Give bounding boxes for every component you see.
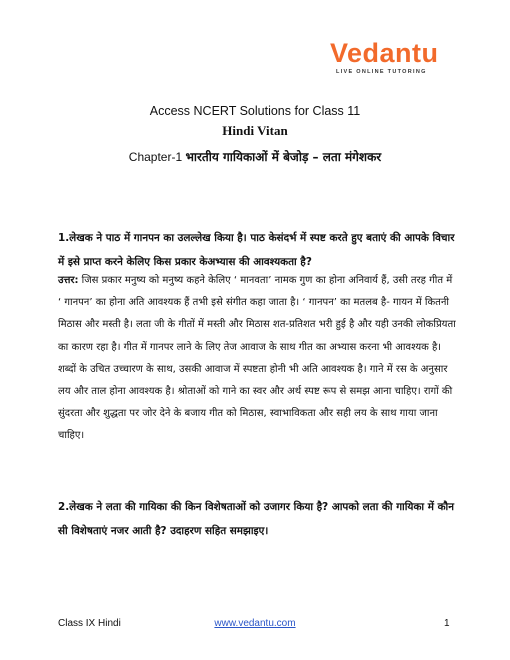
question-1: 1.लेखक ने पाठ में गानपन का उलल्लेख किया है। पाठ केसंदर्भ में स्पष्ट करते हुए बताएं की आपके विचार में इसे प्राप्त करने केलिए किस प्रकार केअभ्यास की आवश्यकता है? — [58, 232, 455, 268]
chapter-title — [0, 148, 510, 165]
page-number: 1 — [444, 618, 450, 629]
answer-1 — [58, 270, 456, 448]
logo-wordmark: Vedantu — [330, 38, 439, 68]
footer-website-link[interactable]: www.vedantu.com — [214, 618, 296, 629]
footer-class-label: Class IX Hindi — [58, 618, 121, 629]
logo-tagline: LIVE ONLINE TUTORING — [336, 69, 427, 75]
subject-title: Hindi Vitan — [222, 123, 288, 138]
chapter-prefix: Chapter-1 — [128, 150, 186, 164]
page-title: Access NCERT Solutions for Class 11 — [149, 104, 361, 118]
question-2: 2.लेखक ने लता की गायिका की किन विशेषताओं को उजागर किया है? आपको लता की गायिका में कौन सी विशेषताएं नजर आती है? उदाहरण सहित समझाइए। — [58, 501, 455, 537]
answer-text: जिस प्रकार मनुष्य को मनुष्य कहने केलिए ‘ मानवता’ नामक गुण का होना अनिवार्य हैं, उसी तरह गीत में ‘ गानपन’ का होना अति आवश्यक हैं तभी इसे संगीत कहा जाता है। ‘ गानपन’ का मतलब है- गायन में कितनी मिठास और मस्ती है। लता जी के गीतों में मस्ती और मिठास शत-प्रतिशत भरी हुई है और यही उनकी लोकप्रियता का कारण रहा है। गीत में गानपर लाने के लिए तेज आवाज के साथ गीत का अभ्यास करना भी आवश्यक है। शब्दों के उचित उच्चारण के साथ, उसकी आवाज में स्पष्टता होनी भी अति आवश्यक है। गाने में रस के अनुसार लय और ताल होना आवश्यक है। श्रोताओं को गाने का स्वर और अर्थ स्पष्ट रूप से समझ आना चाहिए। रागों की सुंदरता और शुद्धता पर जोर देने के बजाय गीत को मिठास, स्वाभाविकता और सही लय के साथ गाया जाना चाहिए। — [58, 275, 456, 442]
answer-label: उत्तर: — [58, 275, 79, 286]
chapter-name: भारतीय गायिकाओं में बेजोड़ – लता मंगेशकर — [185, 150, 382, 164]
vedantu-logo — [330, 38, 460, 78]
